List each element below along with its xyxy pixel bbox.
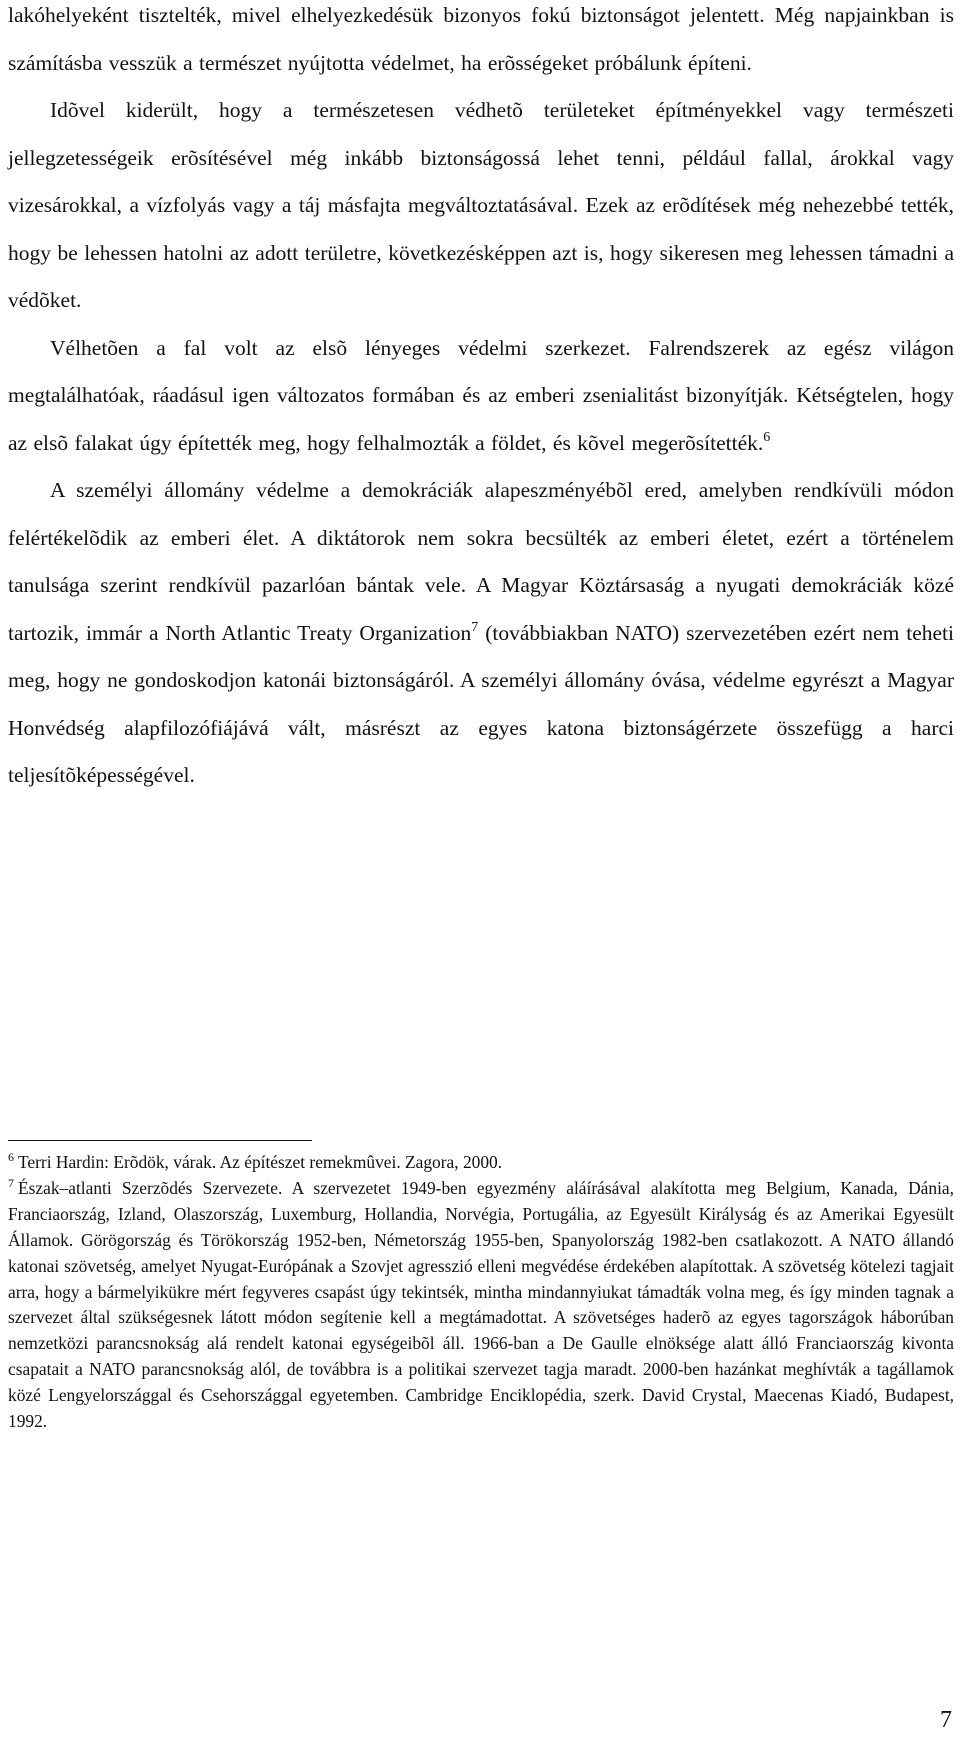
footnote-number: 7: [8, 1175, 14, 1190]
footnote-separator: [8, 1140, 312, 1141]
paragraph-4: [8, 467, 954, 800]
footnote-number: 6: [8, 1150, 14, 1164]
paragraph-1: lakóhelyeként tisztelték, mivel elhelyezkedésük bizonyos fokú biztonságot jelentett. Még napjainkban is számításba vesszük a természet nyújtotta védelmet, ha erõsségeket próbálunk építeni.: [8, 3, 954, 75]
footnotes: [8, 1150, 954, 1435]
page-number: 7: [940, 1707, 952, 1733]
paragraph-2: Idõvel kiderült, hogy a természetesen védhetõ területeket építményekkel vagy természeti jellegzetességeik erõsítésével még inkább biztonságossá lehet tenni, például fallal, árokkal vagy vizesárokkal, a vízfolyás vagy a táj másfajta megváltoztatásával. Ezek az erõdítések még nehezebbé tették, hogy be lehessen hatolni az adott területre, következésképpen azt is, hogy sikeresen meg lehessen támadni a védõket.: [8, 98, 954, 312]
paragraph-3: [8, 325, 954, 468]
footnote-text: Terri Hardin: Erõdök, várak. Az építészet remekmûvei. Zagora, 2000.: [18, 1152, 503, 1172]
main-body-text: [8, 0, 954, 800]
paragraph-4-text-start: A személyi állomány védelme a demokráciák alapeszményébõl ered, amelyben rendkívüli módon felértékelõdik az emberi élet. A diktátorok nem sokra becsülték az emberi életet, ezért a történelem tanulsága szerint rendkívül pazarlóan bántak vele. A Magyar Köztársaság a nyugati demokráciák közé tartozik, immár a North Atlantic Treaty Organization: [8, 478, 954, 645]
footnote-ref-6[interactable]: 6: [763, 429, 771, 445]
footnote-6: [8, 1150, 954, 1176]
footnote-text: Észak–atlanti Szerzõdés Szervezete. A szervezetet 1949-ben egyezmény aláírásával alakította meg Belgium, Kanada, Dánia, Franciaország, Izland, Olaszország, Luxemburg, Hollandia, Norvégia, Portugália, az Egyesült Királyság és az Amerikai Egyesült Államok. Görögország és Törökország 1952-ben, Németország 1955-ben, Spanyolország 1982-ben csatlakozott. A NATO állandó katonai szövetség, amelyet Nyugat-Európának a Szovjet agresszió elleni megvédése érdekében alapítottak. A szövetség kötelezi tagjait arra, hogy a bármelyikükre mért fegyveres csapást úgy tekintsék, mintha mindannyiukat támadták volna meg, és így minden tagnak a szervezet által szükségesnek látott módon segítenie kell a megtámadottat. A szövetséges haderõ az egyes tagországok háborúban nemzetközi parancsnokság alá rendelt katonai egységeibõl áll. 1966-ban a De Gaulle elnöksége alatt álló Franciaország kivonta csapatait a NATO parancsnokság alól, de továbbra is a politikai szervezet tagja maradt. 2000-ben hazánkat meghívták a tagállamok közé Lengyelországgal és Csehországgal egyetemben. Cambridge Enciklopédia, szerk. David Crystal, Maecenas Kiadó, Budapest, 1992.: [8, 1177, 954, 1432]
paragraph-3-text: Vélhetõen a fal volt az elsõ lényeges védelmi szerkezet. Falrendszerek az egész világon megtalálhatóak, ráadásul igen változatos formában és az emberi zsenialitást bizonyítják. Kétségtelen, hogy az elsõ falakat úgy építették meg, hogy felhalmozták a földet, és kõvel megerõsítették.: [8, 335, 954, 455]
paragraph-4-text-end: (továbbiakban NATO) szervezetében ezért nem teheti meg, hogy ne gondoskodjon katonái biztonságáról. A személyi állomány óvása, védelme egyrészt a Magyar Honvédség alapfilozófiájává vált, másrészt az egyes katona biztonságérzete összefügg a harci teljesítõképességével.: [8, 620, 954, 787]
footnote-ref-7[interactable]: 7: [471, 619, 479, 635]
footnote-7: [8, 1176, 954, 1435]
